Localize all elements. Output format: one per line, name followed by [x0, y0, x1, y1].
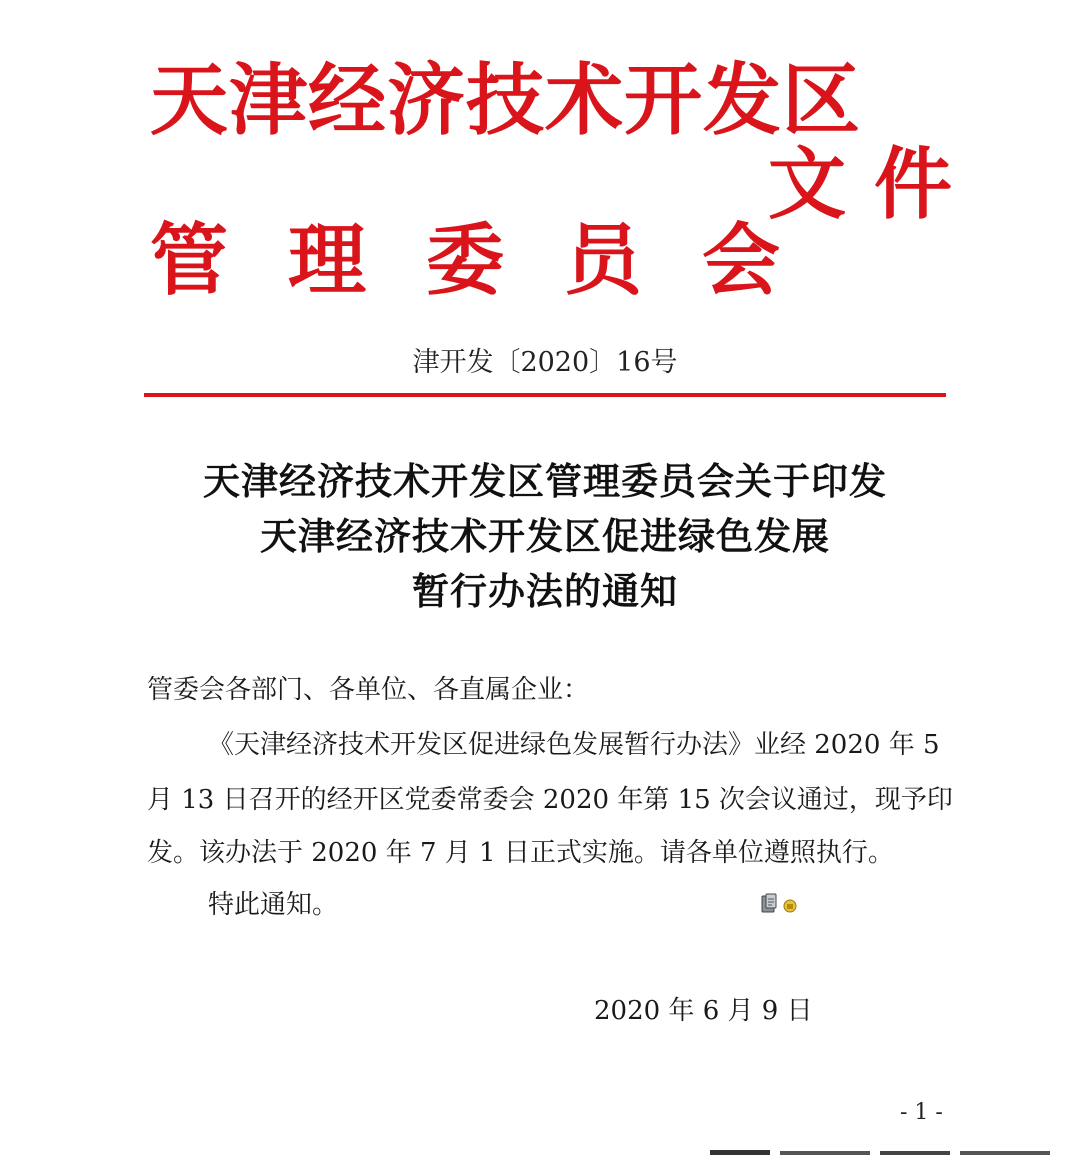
document-title-line3: 暂行办法的通知	[412, 570, 678, 613]
page-number: - 1 -	[900, 1100, 943, 1125]
next-page-edge	[700, 1148, 1060, 1155]
closing-remark: 特此通知。	[208, 890, 339, 920]
issuer-name-line1: 天津经济技术开发区	[150, 55, 862, 146]
issuer-name-line2: 管理委员会	[150, 215, 841, 306]
document-title-line1: 天津经济技术开发区管理委员会关于印发	[203, 460, 887, 503]
body-paragraph-line3: 发。该办法于 2020 年 7 月 1 日正式实施。请各单位遵照执行。	[147, 838, 894, 868]
document-title-line2: 天津经济技术开发区促进绿色发展	[260, 515, 830, 558]
body-paragraph-line1: 《天津经济技术开发区促进绿色发展暂行办法》业经 2020 年 5	[208, 730, 940, 760]
seal-icon	[760, 893, 800, 915]
red-divider	[144, 393, 946, 397]
body-paragraph-line2: 月 13 日召开的经开区党委常委会 2020 年第 15 次会议通过，现予印	[147, 785, 953, 815]
document-type: 文件	[768, 139, 981, 230]
addressee: 管委会各部门、各单位、各直属企业：	[147, 675, 590, 705]
signing-date: 2020 年 6 月 9 日	[594, 996, 813, 1026]
document-number: 津开发〔2020〕16号	[412, 347, 678, 378]
